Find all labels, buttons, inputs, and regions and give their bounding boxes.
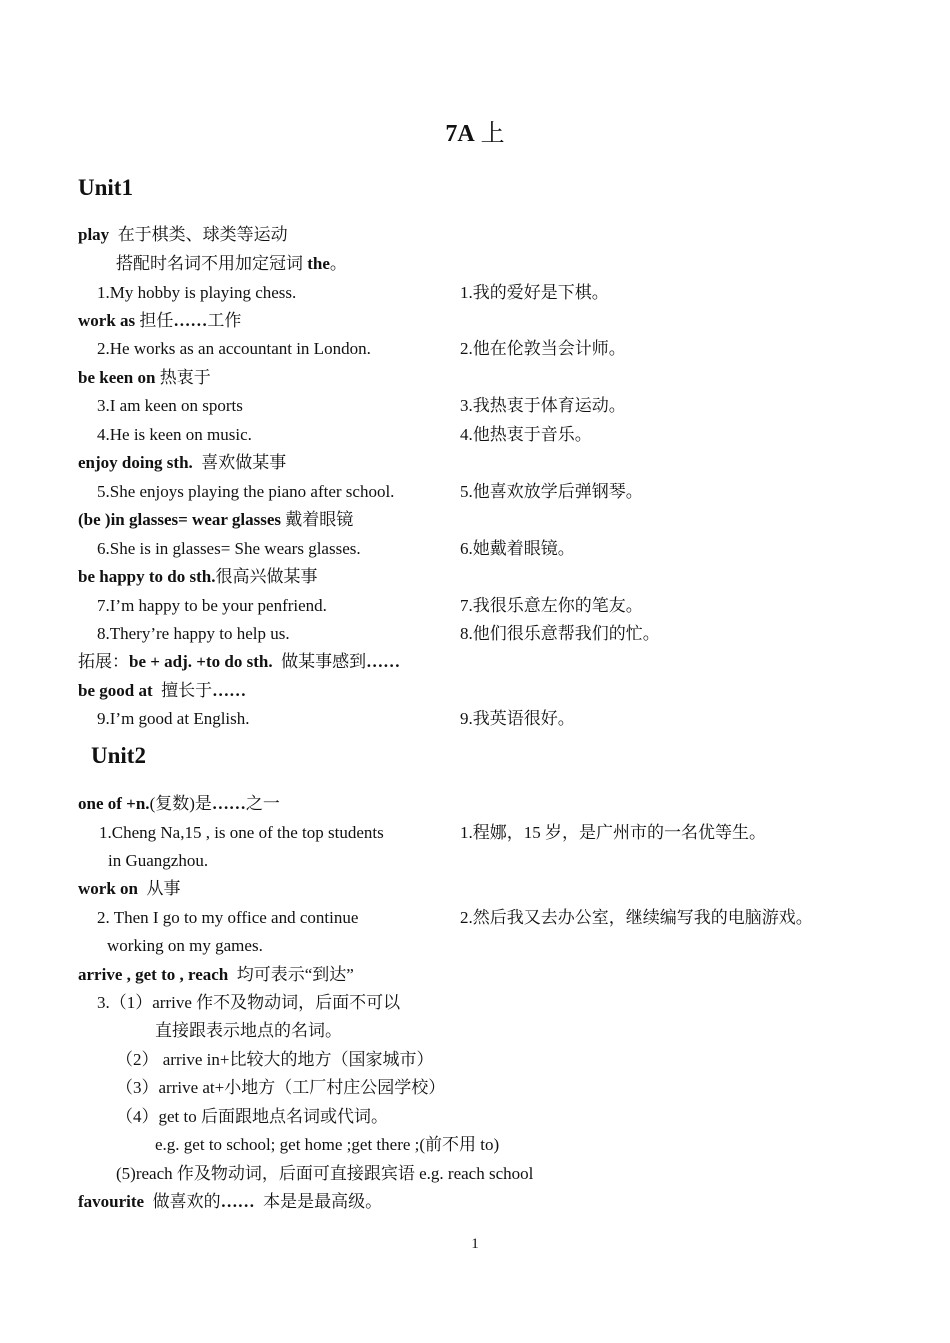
example-en: 5.She enjoys playing the piano after school. <box>97 482 395 501</box>
vocab-extension: 拓展：be + adj. +to do sth. 做某事感到…… <box>78 652 401 671</box>
vocab-one-of: one of +n.(复数)是……之一 <box>78 794 280 813</box>
note-line: （2） arrive in+比较大的地方（国家城市） <box>116 1050 434 1069</box>
example-cn: 5.他喜欢放学后弹钢琴。 <box>460 482 643 501</box>
note-line: 直接跟表示地点的名词。 <box>155 1021 342 1040</box>
vocab-glasses: (be )in glasses= wear glasses 戴着眼镜 <box>78 510 354 529</box>
example-cn: 2.他在伦敦当会计师。 <box>460 339 626 358</box>
example-cn: 9.我英语很好。 <box>460 709 575 728</box>
example-cn: 6.她戴着眼镜。 <box>460 539 575 558</box>
example-en: 2. Then I go to my office and continue <box>97 908 359 927</box>
example-en: 4.He is keen on music. <box>97 425 252 444</box>
example-en-cont: in Guangzhou. <box>108 851 209 870</box>
example-cn: 2.然后我又去办公室，继续编写我的电脑游戏。 <box>460 908 813 927</box>
note-line: （4）get to 后面跟地点名词或代词。 <box>116 1107 388 1126</box>
note-line: (5)reach 作及物动词，后面可直接跟宾语 e.g. reach school <box>116 1164 534 1183</box>
page-title <box>0 113 950 148</box>
example-cn: 1.我的爱好是下棋。 <box>460 283 609 302</box>
example-en: 8.Thery’re happy to help us. <box>97 624 290 643</box>
vocab-work-as: work as 担任……工作 <box>78 311 242 330</box>
title-suffix: 上 <box>480 121 505 147</box>
vocab-enjoy: enjoy doing sth. 喜欢做某事 <box>78 453 287 472</box>
example-en: 3.I am keen on sports <box>97 396 243 415</box>
example-cn: 7.我很乐意左你的笔友。 <box>460 596 643 615</box>
example-en-cont: working on my games. <box>107 936 263 955</box>
example-en: 1.My hobby is playing chess. <box>97 283 297 302</box>
example-en: 2.He works as an accountant in London. <box>97 339 371 358</box>
vocab-favourite: favourite 做喜欢的…… 本是是最高级。 <box>78 1192 383 1211</box>
note-line: （3）arrive at+小地方（工厂村庄公园学校） <box>116 1078 446 1097</box>
unit1-heading: Unit1 <box>78 175 133 200</box>
example-cn: 8.他们很乐意帮我们的忙。 <box>460 624 660 643</box>
example-cn: 3.我热衷于体育运动。 <box>460 396 626 415</box>
example-cn: 4.他热衷于音乐。 <box>460 425 592 444</box>
vocab-play: play 在于棋类、球类等运动 <box>78 225 288 244</box>
page-number: 1 <box>471 1236 479 1252</box>
vocab-arrive: arrive , get to , reach 均可表示“到达” <box>78 965 354 984</box>
vocab-keen-on: be keen on 热衷于 <box>78 368 211 387</box>
example-en: 9.I’m good at English. <box>97 709 250 728</box>
vocab-good-at: be good at 擅长于…… <box>78 681 247 700</box>
vocab-work-on: work on 从事 <box>78 879 181 898</box>
example-cn: 1.程娜，15 岁，是广州市的一名优等生。 <box>460 823 766 842</box>
vocab-play-note: 搭配时名词不用加定冠词 the。 <box>116 254 347 273</box>
note-line: e.g. get to school; get home ;get there ;(前不用 to) <box>155 1135 500 1154</box>
example-en: 7.I’m happy to be your penfriend. <box>97 596 327 615</box>
example-en: 1.Cheng Na,15 , is one of the top students <box>99 823 384 842</box>
note-line: 3.（1）arrive 作不及物动词，后面不可以 <box>97 993 401 1012</box>
vocab-happy: be happy to do sth.很高兴做某事 <box>78 567 318 586</box>
title-code: 7A <box>445 121 475 147</box>
example-en: 6.She is in glasses= She wears glasses. <box>97 539 361 558</box>
unit2-heading: Unit2 <box>91 743 146 768</box>
